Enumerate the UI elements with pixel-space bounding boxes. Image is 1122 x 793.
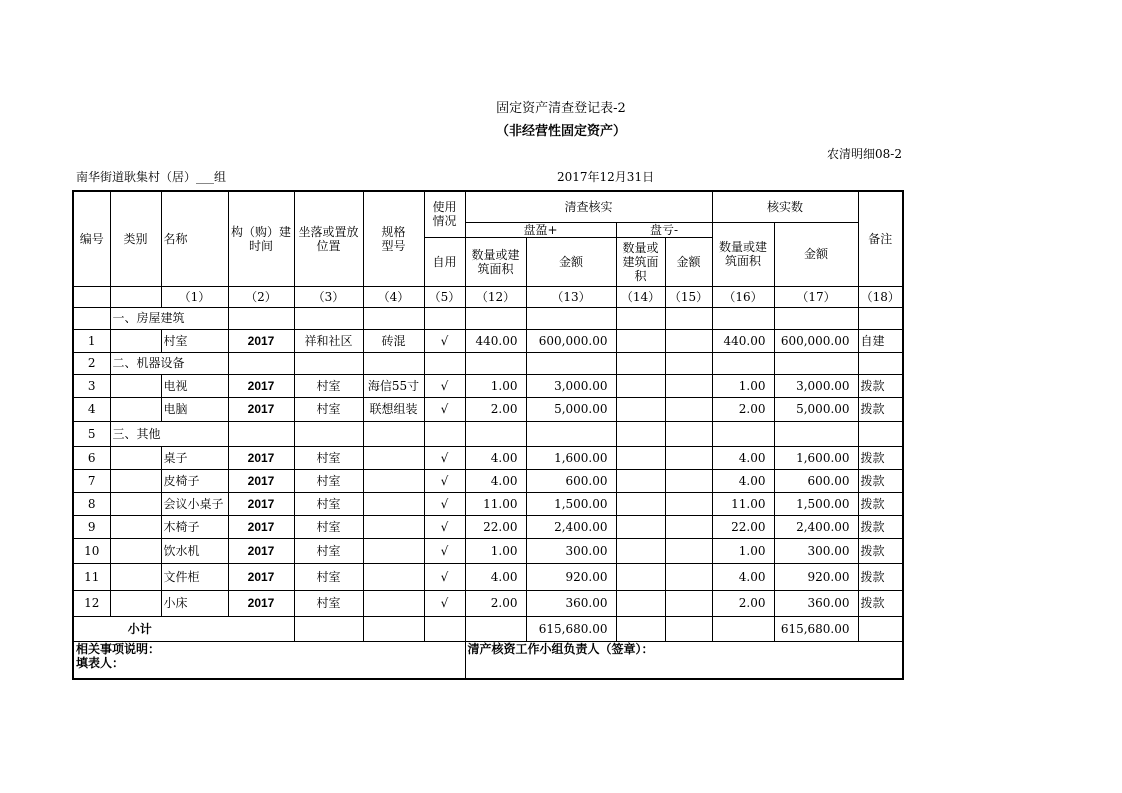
col-number: （5）: [424, 286, 465, 307]
row-location: 村室: [294, 469, 363, 492]
row-loss-amount: [665, 563, 712, 590]
table-row: [73, 352, 903, 374]
row-loss-amount: [665, 446, 712, 469]
row-verified-amount: [774, 352, 858, 374]
row-remark: 拨款: [858, 590, 903, 616]
row-surplus-qty: [465, 352, 526, 374]
row-name: 饮水机: [161, 538, 228, 563]
row-spec: 海信55寸: [363, 374, 424, 397]
row-loss-qty: [616, 446, 665, 469]
row-verified-amount: 300.00: [774, 538, 858, 563]
row-surplus-amount: [526, 352, 616, 374]
row-surplus-qty: 440.00: [465, 329, 526, 352]
row-loss-amount: [665, 374, 712, 397]
subtotal-surplus-amount: 615,680.00: [526, 616, 616, 641]
row-surplus-qty: 1.00: [465, 538, 526, 563]
row-loss-qty: [616, 421, 665, 446]
row-usage: √: [424, 590, 465, 616]
location-label: 南华街道耿集村（居）___组: [76, 170, 227, 184]
leader-label: 清产核资工作小组负责人（签章）：: [467, 641, 654, 656]
table-row: [73, 307, 903, 329]
row-no: 4: [73, 397, 110, 421]
row-spec: [363, 469, 424, 492]
col-number: （2）: [228, 286, 294, 307]
row-loss-amount: [665, 538, 712, 563]
header-no: 编号: [73, 191, 110, 286]
row-surplus-amount: [526, 307, 616, 329]
row-usage: √: [424, 538, 465, 563]
col-number: （16）: [712, 286, 774, 307]
row-no: 7: [73, 469, 110, 492]
row-year: 2017: [228, 492, 294, 515]
row-verified-qty: 4.00: [712, 469, 774, 492]
table-row: [73, 446, 903, 469]
row-name: 木椅子: [161, 515, 228, 538]
row-surplus-amount: 600,000.00: [526, 329, 616, 352]
header-verified-amount: 金额: [774, 222, 858, 286]
row-surplus-amount: 1,500.00: [526, 492, 616, 515]
row-loss-qty: [616, 515, 665, 538]
row-verified-qty: [712, 421, 774, 446]
table-row: [73, 515, 903, 538]
row-spec: [363, 421, 424, 446]
row-remark: [858, 352, 903, 374]
header-location: 坐落或置放位置: [294, 191, 363, 286]
subtotal-row: [73, 616, 903, 641]
row-usage: √: [424, 563, 465, 590]
row-name: 电脑: [161, 397, 228, 421]
row-location: [294, 307, 363, 329]
row-loss-amount: [665, 421, 712, 446]
row-usage: √: [424, 515, 465, 538]
row-verified-amount: 1,600.00: [774, 446, 858, 469]
row-no: 5: [73, 421, 110, 446]
row-name: 文件柜: [161, 563, 228, 590]
col-number: （3）: [294, 286, 363, 307]
row-spec: 联想组装: [363, 397, 424, 421]
row-category: [110, 374, 161, 397]
row-usage: √: [424, 329, 465, 352]
row-loss-qty: [616, 329, 665, 352]
row-verified-qty: 11.00: [712, 492, 774, 515]
row-surplus-qty: 2.00: [465, 590, 526, 616]
col-number: （14）: [616, 286, 665, 307]
header-check: 清查核实: [465, 191, 712, 222]
row-verified-amount: [774, 421, 858, 446]
header-verified: 核实数: [712, 191, 858, 222]
header-surplus-amount: 金额: [526, 237, 616, 286]
col-number: （15）: [665, 286, 712, 307]
row-surplus-qty: 4.00: [465, 469, 526, 492]
row-year: 2017: [228, 397, 294, 421]
row-location: 村室: [294, 446, 363, 469]
row-surplus-amount: 300.00: [526, 538, 616, 563]
row-year: 2017: [228, 590, 294, 616]
header-spec: 规格型号: [363, 191, 424, 286]
row-surplus-amount: 5,000.00: [526, 397, 616, 421]
row-location: 村室: [294, 397, 363, 421]
row-surplus-qty: 4.00: [465, 446, 526, 469]
row-usage: √: [424, 374, 465, 397]
row-year: [228, 307, 294, 329]
row-verified-qty: 22.00: [712, 515, 774, 538]
row-location: 祥和社区: [294, 329, 363, 352]
row-loss-qty: [616, 469, 665, 492]
footer-notes: [73, 641, 465, 679]
row-no: 12: [73, 590, 110, 616]
row-usage: √: [424, 446, 465, 469]
row-loss-qty: [616, 352, 665, 374]
row-surplus-amount: 600.00: [526, 469, 616, 492]
row-verified-amount: 1,500.00: [774, 492, 858, 515]
row-surplus-amount: 2,400.00: [526, 515, 616, 538]
row-verified-qty: [712, 352, 774, 374]
header-remark: 备注: [858, 191, 903, 286]
row-loss-amount: [665, 515, 712, 538]
row-loss-amount: [665, 329, 712, 352]
row-usage: [424, 352, 465, 374]
row-category: [110, 397, 161, 421]
row-year: [228, 352, 294, 374]
row-surplus-qty: 2.00: [465, 397, 526, 421]
row-spec: [363, 590, 424, 616]
row-loss-amount: [665, 469, 712, 492]
row-location: [294, 352, 363, 374]
header-loss-qty: 数量或建筑面积: [616, 237, 665, 286]
form-subtitle: （非经营性固定资产）: [495, 124, 626, 139]
row-loss-amount: [665, 492, 712, 515]
table-row: [73, 421, 903, 446]
row-year: [228, 421, 294, 446]
table-row: [73, 397, 903, 421]
header-loss-amount: 金额: [665, 237, 712, 286]
row-location: 村室: [294, 492, 363, 515]
row-year: 2017: [228, 563, 294, 590]
row-verified-amount: 2,400.00: [774, 515, 858, 538]
row-name: 村室: [161, 329, 228, 352]
row-name: 小床: [161, 590, 228, 616]
row-verified-amount: 600.00: [774, 469, 858, 492]
row-year: 2017: [228, 446, 294, 469]
row-no: 6: [73, 446, 110, 469]
row-no: 10: [73, 538, 110, 563]
row-no: 3: [73, 374, 110, 397]
row-category: [110, 515, 161, 538]
table-row: [73, 538, 903, 563]
row-spec: [363, 492, 424, 515]
row-verified-amount: 3,000.00: [774, 374, 858, 397]
row-no: 9: [73, 515, 110, 538]
table-row: [73, 469, 903, 492]
row-remark: 拨款: [858, 397, 903, 421]
row-no: 2: [73, 352, 110, 374]
row-location: 村室: [294, 515, 363, 538]
row-loss-amount: [665, 590, 712, 616]
row-surplus-amount: 3,000.00: [526, 374, 616, 397]
asset-register-table: [72, 190, 904, 680]
footer-row: [73, 641, 903, 679]
table-row: [73, 329, 903, 352]
subtotal-label: 小计: [73, 616, 294, 641]
row-name: 电视: [161, 374, 228, 397]
row-spec: [363, 352, 424, 374]
notes-label: 相关事项说明：: [76, 641, 161, 656]
column-number-row: [73, 286, 903, 307]
row-surplus-qty: 22.00: [465, 515, 526, 538]
table-row: [73, 563, 903, 590]
row-spec: [363, 307, 424, 329]
row-surplus-qty: [465, 307, 526, 329]
row-no: 11: [73, 563, 110, 590]
header-usage: 使用情况: [424, 191, 465, 237]
col-number: （4）: [363, 286, 424, 307]
row-verified-qty: 1.00: [712, 374, 774, 397]
row-verified-amount: 920.00: [774, 563, 858, 590]
table-row: [73, 590, 903, 616]
row-verified-amount: [774, 307, 858, 329]
col-number: （1）: [161, 286, 228, 307]
row-loss-qty: [616, 397, 665, 421]
row-remark: 拨款: [858, 563, 903, 590]
row-category-heading: 一、房屋建筑: [110, 307, 228, 329]
col-number: （13）: [526, 286, 616, 307]
row-location: 村室: [294, 538, 363, 563]
row-remark: [858, 421, 903, 446]
row-surplus-qty: 1.00: [465, 374, 526, 397]
row-name: 桌子: [161, 446, 228, 469]
row-category: [110, 590, 161, 616]
header-category: 类别: [110, 191, 161, 286]
footer-leader: [465, 641, 903, 679]
row-category: [110, 446, 161, 469]
row-category: [110, 329, 161, 352]
header-surplus: 盘盈+: [465, 222, 616, 237]
row-location: 村室: [294, 563, 363, 590]
row-spec: [363, 446, 424, 469]
row-verified-amount: 600,000.00: [774, 329, 858, 352]
row-surplus-qty: 11.00: [465, 492, 526, 515]
header-usage-self: 自用: [424, 237, 465, 286]
row-loss-amount: [665, 307, 712, 329]
header-build-time: 构（购）建时间: [228, 191, 294, 286]
row-name: 皮椅子: [161, 469, 228, 492]
row-no: 1: [73, 329, 110, 352]
row-no: 8: [73, 492, 110, 515]
row-loss-qty: [616, 307, 665, 329]
row-category-heading: 二、机器设备: [110, 352, 228, 374]
row-remark: [858, 307, 903, 329]
col-number: （17）: [774, 286, 858, 307]
row-remark: 拨款: [858, 515, 903, 538]
form-code: 农清明细08-2: [827, 147, 902, 161]
row-year: 2017: [228, 515, 294, 538]
row-category: [110, 492, 161, 515]
row-verified-qty: 2.00: [712, 590, 774, 616]
row-no: [73, 307, 110, 329]
row-surplus-amount: 360.00: [526, 590, 616, 616]
header-loss: 盘亏-: [616, 222, 712, 237]
row-usage: [424, 307, 465, 329]
row-name: 会议小桌子: [161, 492, 228, 515]
row-surplus-amount: 1,600.00: [526, 446, 616, 469]
row-surplus-qty: 4.00: [465, 563, 526, 590]
row-loss-qty: [616, 590, 665, 616]
row-spec: [363, 563, 424, 590]
row-category-heading: 三、其他: [110, 421, 228, 446]
col-number: （18）: [858, 286, 903, 307]
row-verified-amount: 5,000.00: [774, 397, 858, 421]
row-location: [294, 421, 363, 446]
row-year: 2017: [228, 469, 294, 492]
row-verified-qty: 2.00: [712, 397, 774, 421]
row-verified-amount: 360.00: [774, 590, 858, 616]
row-loss-amount: [665, 397, 712, 421]
row-year: 2017: [228, 538, 294, 563]
row-spec: [363, 538, 424, 563]
row-spec: [363, 515, 424, 538]
row-verified-qty: 1.00: [712, 538, 774, 563]
table-row: [73, 374, 903, 397]
header-verified-qty: 数量或建筑面积: [712, 222, 774, 286]
row-usage: √: [424, 469, 465, 492]
row-year: 2017: [228, 329, 294, 352]
table-row: [73, 492, 903, 515]
header-name: 名称: [161, 191, 228, 286]
row-remark: 自建: [858, 329, 903, 352]
row-loss-qty: [616, 563, 665, 590]
row-remark: 拨款: [858, 538, 903, 563]
row-spec: 砖混: [363, 329, 424, 352]
row-loss-qty: [616, 538, 665, 563]
row-year: 2017: [228, 374, 294, 397]
row-remark: 拨款: [858, 374, 903, 397]
row-category: [110, 469, 161, 492]
row-loss-amount: [665, 352, 712, 374]
row-verified-qty: 440.00: [712, 329, 774, 352]
row-location: 村室: [294, 590, 363, 616]
row-verified-qty: 4.00: [712, 446, 774, 469]
row-usage: √: [424, 397, 465, 421]
row-loss-qty: [616, 492, 665, 515]
filler-label: 填表人：: [76, 655, 125, 670]
row-usage: √: [424, 492, 465, 515]
row-usage: [424, 421, 465, 446]
row-loss-qty: [616, 374, 665, 397]
row-remark: 拨款: [858, 446, 903, 469]
col-number: （12）: [465, 286, 526, 307]
row-surplus-amount: 920.00: [526, 563, 616, 590]
subtotal-verified-amount: 615,680.00: [774, 616, 858, 641]
row-remark: 拨款: [858, 492, 903, 515]
row-category: [110, 563, 161, 590]
form-title: 固定资产清查登记表-2: [496, 101, 626, 116]
header-surplus-qty: 数量或建筑面积: [465, 237, 526, 286]
row-category: [110, 538, 161, 563]
row-surplus-qty: [465, 421, 526, 446]
report-date: 2017年12月31日: [557, 170, 655, 184]
row-verified-qty: [712, 307, 774, 329]
row-remark: 拨款: [858, 469, 903, 492]
row-surplus-amount: [526, 421, 616, 446]
row-location: 村室: [294, 374, 363, 397]
row-verified-qty: 4.00: [712, 563, 774, 590]
